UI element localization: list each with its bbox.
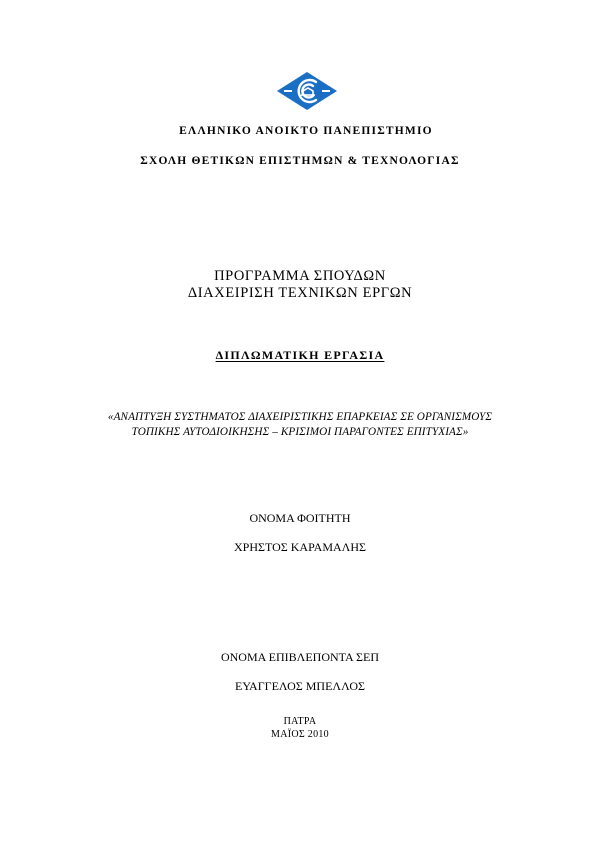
thesis-label-text: ΔΙΠΛΩΜΑΤΙΚΗ ΕΡΓΑΣΙΑ <box>215 348 385 362</box>
date: ΜΑΪΟΣ 2010 <box>271 729 329 740</box>
school-name: ΣΧΟΛΗ ΘΕΤΙΚΩΝ ΕΠΙΣΤΗΜΩΝ & ΤΕΧΝΟΛΟΓΙΑΣ <box>140 155 460 167</box>
city: ΠΑΤΡΑ <box>283 716 317 727</box>
student-label: ΟΝΟΜΑ ΦΟΙΤΗΤΗ <box>249 511 351 525</box>
thesis-label <box>0 348 600 363</box>
program-title <box>0 268 600 302</box>
program-title-line-2: ΔΙΑΧΕΙΡΙΣΗ ΤΕΧΝΙΚΩΝ ΕΡΓΩΝ <box>187 285 413 301</box>
supervisor-name: ΕΥΑΓΓΕΛΟΣ ΜΠΕΛΛΟΣ <box>235 679 365 693</box>
university-emblem-icon <box>276 71 338 111</box>
thesis-title-line-2: ΤΟΠΙΚΗΣ ΑΥΤΟΔΙΟΙΚΗΣΗΣ – ΚΡΙΣΙΜΟΙ ΠΑΡΑΓΟΝΤΕΣ ΕΠΙΤΥΧΙΑΣ» <box>131 426 469 438</box>
university-name: ΕΛΛΗΝΙΚΟ ΑΝΟΙΚΤΟ ΠΑΝΕΠΙΣΤΗΜΙΟ <box>179 125 433 137</box>
thesis-title <box>0 410 600 440</box>
thesis-title-line-1: «ΑΝΑΠΤΥΞΗ ΣΥΣΤΗΜΑΤΟΣ ΔΙΑΧΕΙΡΙΣΤΙΚΗΣ ΕΠΑΡΚΕΙΑΣ ΣΕ ΟΡΓΑΝΙΣΜΟΥΣ <box>107 411 493 423</box>
program-title-line-1: ΠΡΟΓΡΑΜΜΑ ΣΠΟΥΔΩΝ <box>214 268 386 284</box>
student-name: ΧΡΗΣΤΟΣ ΚΑΡΑΜΑΛΗΣ <box>233 540 367 554</box>
supervisor-label: ΟΝΟΜΑ ΕΠΙΒΛΕΠΟΝΤΑ ΣΕΠ <box>220 650 380 664</box>
